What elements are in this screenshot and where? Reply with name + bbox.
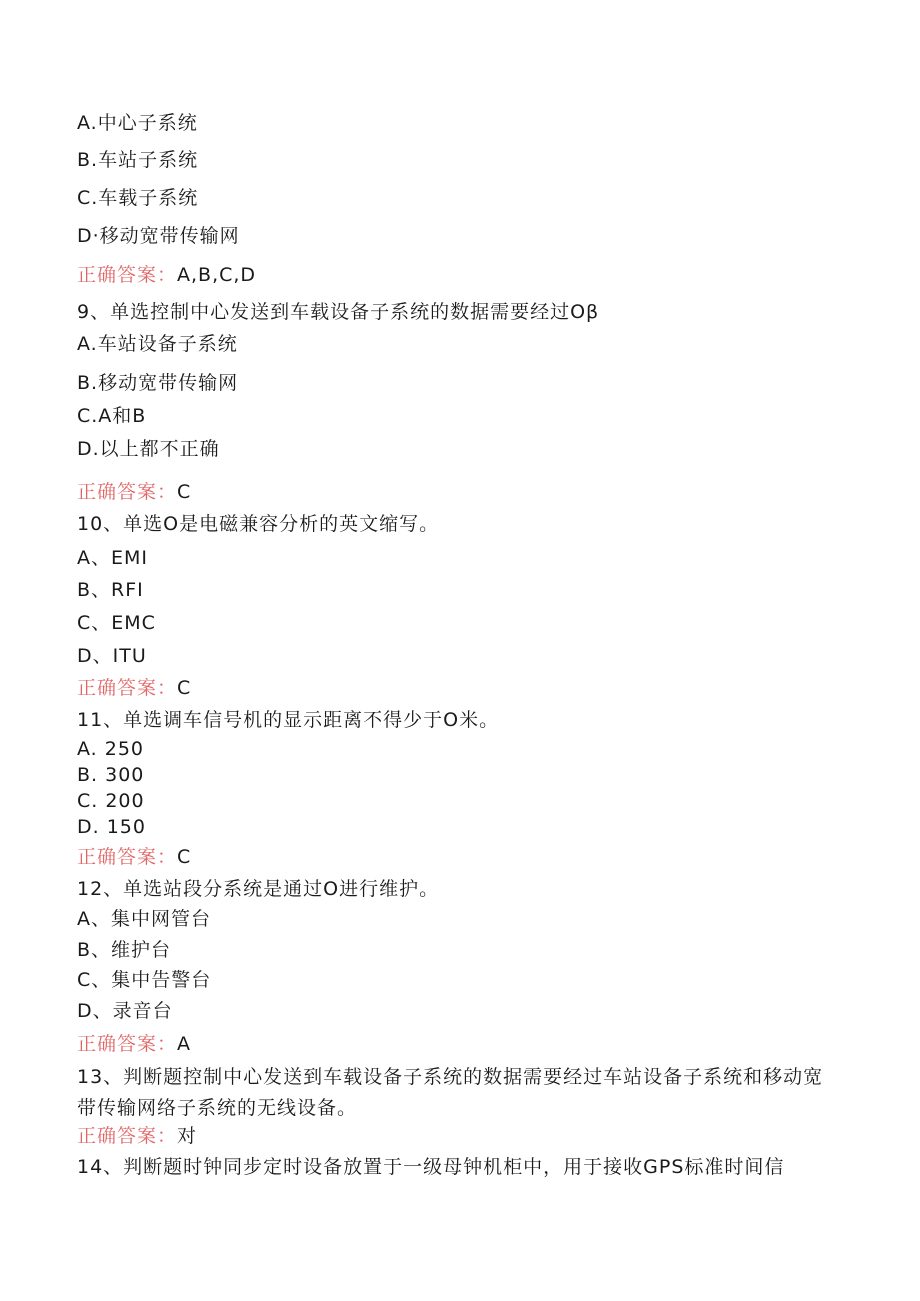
answer-label: 正确答案： xyxy=(77,677,178,699)
answer-value: C xyxy=(177,846,192,868)
option: D、录音台 xyxy=(77,1000,173,1022)
answer xyxy=(77,263,256,287)
answer xyxy=(77,845,191,869)
option: B.车站子系统 xyxy=(77,149,199,171)
option: A、集中网管台 xyxy=(77,908,211,930)
option: D. 150 xyxy=(77,816,146,838)
option: C、集中告警台 xyxy=(77,969,212,991)
option: A. 250 xyxy=(77,738,145,760)
option: C、EMC xyxy=(77,612,156,634)
answer-label: 正确答案： xyxy=(77,1125,178,1147)
question-stem: 10、单选O是电磁兼容分析的英文缩写。 xyxy=(77,513,440,535)
option: A、EMI xyxy=(77,547,148,569)
answer-value: C xyxy=(177,481,192,503)
option: D、ITU xyxy=(77,645,147,667)
option: B.移动宽带传输网 xyxy=(77,372,239,394)
answer-value: C xyxy=(177,677,192,699)
answer-label: 正确答案： xyxy=(77,481,178,503)
question-stem: 12、单选站段分系统是通过O进行维护。 xyxy=(77,878,440,900)
option: B、维护台 xyxy=(77,939,172,961)
answer-value: A,B,C,D xyxy=(177,264,257,286)
answer-value: A xyxy=(177,1033,192,1055)
answer-label: 正确答案： xyxy=(77,1033,178,1055)
option: C.A和B xyxy=(77,405,147,427)
option: C. 200 xyxy=(77,790,145,812)
answer xyxy=(77,1124,197,1148)
option: A.车站设备子系统 xyxy=(77,333,238,355)
option: A.中心子系统 xyxy=(77,112,198,134)
question-stem: 13、判断题控制中心发送到车载设备子系统的数据需要经过车站设备子系统和移动宽带传输网络子系统的无线设备。 xyxy=(77,1066,824,1119)
question-stem: 14、判断题时钟同步定时设备放置于一级母钟机柜中，用于接收GPS标准时间信 xyxy=(77,1156,785,1178)
answer-label: 正确答案： xyxy=(77,264,178,286)
question-stem: 11、单选调车信号机的显示距离不得少于O米。 xyxy=(77,709,500,731)
answer xyxy=(77,676,191,700)
option: D.以上都不正确 xyxy=(77,438,220,460)
answer-value: 对 xyxy=(177,1125,198,1147)
answer xyxy=(77,480,191,504)
option: B、RFI xyxy=(77,579,144,601)
option: D·移动宽带传输网 xyxy=(77,225,240,247)
question-stem: 9、单选控制中心发送到车载设备子系统的数据需要经过Oβ xyxy=(77,301,600,323)
option: C.车载子系统 xyxy=(77,187,199,209)
option: B. 300 xyxy=(77,764,145,786)
answer xyxy=(77,1032,191,1056)
answer-label: 正确答案： xyxy=(77,846,178,868)
